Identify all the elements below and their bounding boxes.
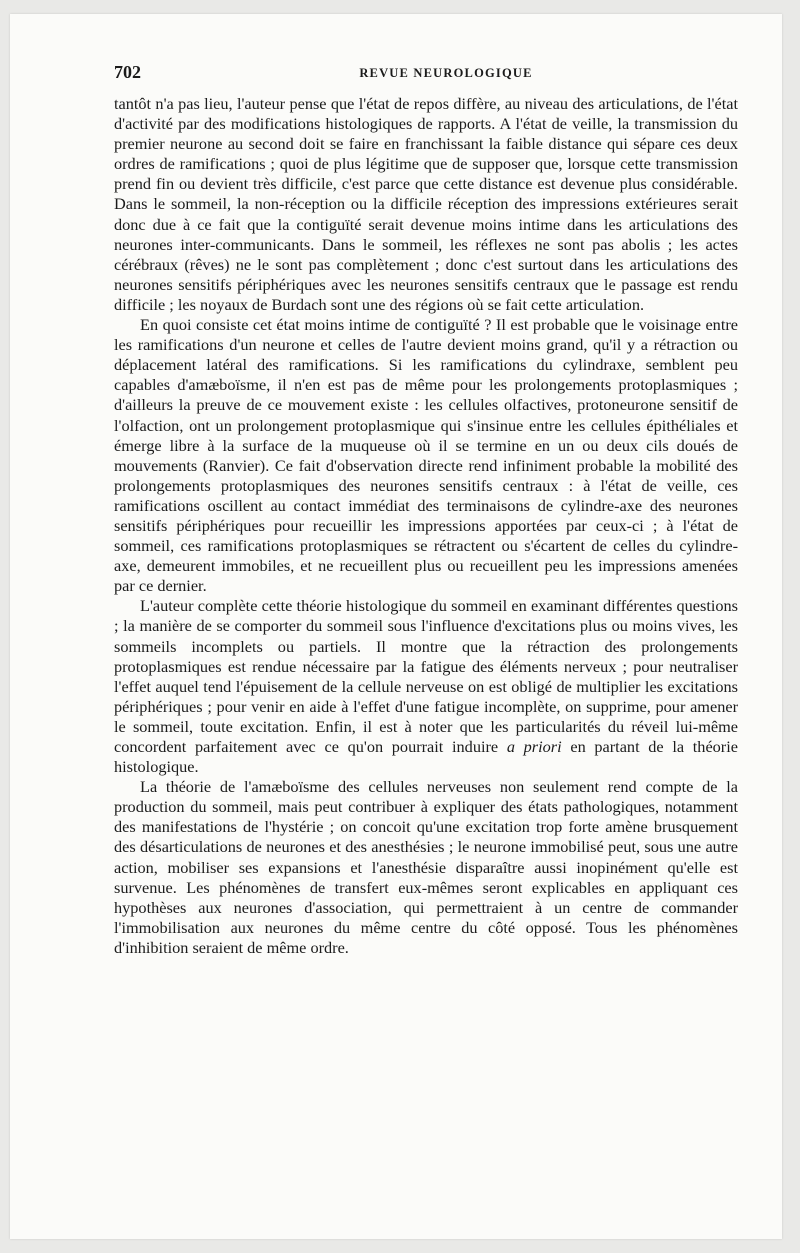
paragraph-histological-theory [114, 596, 738, 777]
italic-a-priori: a priori [506, 737, 562, 756]
paragraph-amoeboism-theory: La théorie de l'amæboïsme des cellules nerveuses non seulement rend compte de la production du sommeil, mais peut contribuer à expliquer des états pathologiques, notamment des manifestations de l'hystérie ; on concoit qu'une excitation trop forte amène brusquement des désarticulations de neurones et des anesthésies ; le neurone immobilisé peut, sous une autre action, mobiliser ses expansions et l'anesthésie disparaître aussi inopinément qu'elle est survenue. Les phénomènes de transfert eux-mêmes seront explicables en appliquant ces hypothèses aux neurones d'association, qui permettraient à un centre de commander l'immobilisation aux neurones du même centre du côté opposé. Tous les phénomènes d'inhibition seraient de même ordre. [114, 777, 738, 957]
page-number: 702 [114, 62, 141, 82]
paragraph-text-before: L'auteur complète cette théorie histologique du sommeil en examinant différentes questions ; la manière de se comporter du sommeil sous l'influence d'excitations plus ou moins vives, les sommeils incomplets ou partiels. Il montre que la rétraction des prolongements protoplasmiques est rendue nécessaire par la fatigue des éléments nerveux ; pour neutraliser l'effet auquel tend l'épuisement de la cellule nerveuse on est obligé de multiplier les excitations périphériques ; pour venir en aide à l'effet d'une fatigue incomplète, on supprime, pour amener le sommeil, toute excitation. Enfin, il est à noter que les particularités du réveil lui-même concordent parfaitement avec ce qu'on pourrait induire [114, 596, 738, 756]
paragraph-continuation: tantôt n'a pas lieu, l'auteur pense que l'état de repos diffère, au niveau des articulations, de l'état d'activité par des modifications histologiques de rapports. A l'état de veille, la transmission du premier neurone au second doit se faire en franchissant la faible distance qui sépare ces deux ordres de ramifications ; quoi de plus légitime que de supposer que, lorsque cette transmission prend fin ou devient très difficile, c'est parce que cette distance est devenue plus considérable. Dans le sommeil, la non-réception ou la difficile réception des impressions extérieures serait donc due à ce fait que la contiguïté serait devenue moins intime dans les articulations des neurones inter-communicants. Dans le sommeil, les réflexes ne sont pas abolis ; les actes cérébraux (rêves) ne le sont pas complètement ; donc c'est surtout dans les articulations des neurones sensitifs périphériques avec les neurones sensitifs centraux que le passage est rendu difficile ; les noyaux de Burdach sont une des régions où se fait cette articulation. [114, 94, 738, 314]
paragraph-text-after: en partant de la théorie histologique. [114, 737, 738, 777]
article-body [114, 94, 738, 958]
paragraph-contiguity: En quoi consiste cet état moins intime de contiguïté ? Il est probable que le voisinage entre les ramifications d'un neurone et celles de l'autre devient moins grand, qu'il y a rétraction ou déplacement latéral des ramifications. Si les ramifications du cylindraxe, semblent peu capables d'amæboïsme, il n'en est pas de même pour les prolongements protoplasmiques ; d'ailleurs la preuve de ce mouvement existe : les cellules olfactives, protoneurone sensitif de l'olfaction, ont un prolongement protoplasmique qui s'insinue entre les cellules épithéliales et émerge libre à la surface de la muqueuse où il se termine en un ou deux cils doués de mouvements (Ranvier). Ce fait d'observation directe rend infiniment probable la mobilité des prolongements protoplasmiques des neurones sensitifs centraux : à l'état de veille, ces ramifications oscillent au contact immédiat des terminaisons de cylindre-axe des neurones sensitifs périphériques pour recueillir les impressions apportées par ceux-ci ; à l'état de sommeil, ces ramifications protoplasmiques se rétractent ou s'écartent de celles du cylindre-axe, demeurent immobiles, et ne recueillent plus ou recueillent peu les impressions amenées par ce dernier. [114, 315, 738, 596]
page [10, 14, 782, 1239]
journal-title: REVUE NEUROLOGIQUE [359, 66, 533, 80]
running-head [114, 62, 738, 86]
